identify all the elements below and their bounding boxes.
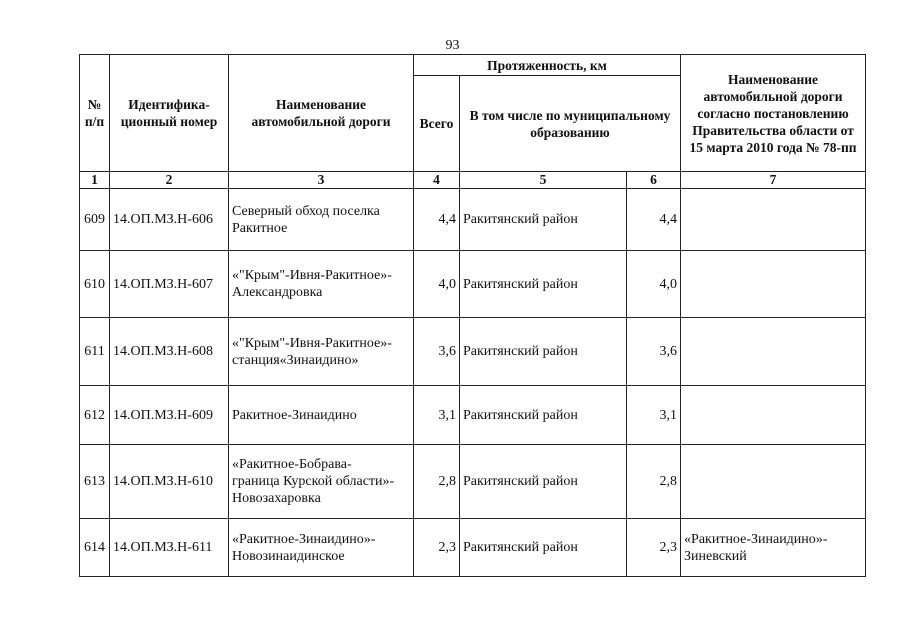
road-name: Ракитное-Зинаидино (229, 386, 414, 445)
roads-table (79, 54, 866, 577)
district-km: 3,6 (627, 318, 681, 386)
total-km: 3,6 (414, 318, 460, 386)
road-name: «Ракитное-Зинаидино»- Новозинаидинское (229, 519, 414, 577)
road-name: Северный обход поселка Ракитное (229, 189, 414, 251)
road-id: 14.ОП.МЗ.Н-611 (110, 519, 229, 577)
column-number: 5 (460, 172, 627, 189)
road-name: «"Крым"-Ивня-Ракитное»- Александровка (229, 251, 414, 318)
resolution-road-name (681, 251, 866, 318)
total-km: 4,0 (414, 251, 460, 318)
resolution-road-name (681, 386, 866, 445)
district-km: 4,4 (627, 189, 681, 251)
header-ident: Идентифика-ционный номер (110, 55, 229, 172)
district-km: 2,3 (627, 519, 681, 577)
road-id: 14.ОП.МЗ.Н-606 (110, 189, 229, 251)
row-number: 614 (80, 519, 110, 577)
row-number: 609 (80, 189, 110, 251)
header-municipal: В том числе по муниципальному образованию (460, 76, 681, 172)
header-total: Всего (414, 76, 460, 172)
road-name: «Ракитное-Бобрава- граница Курской области»- Новозахаровка (229, 445, 414, 519)
column-number: 3 (229, 172, 414, 189)
column-number: 4 (414, 172, 460, 189)
column-numbers-row (80, 172, 866, 189)
resolution-road-name (681, 318, 866, 386)
total-km: 2,3 (414, 519, 460, 577)
row-number: 612 (80, 386, 110, 445)
district-name: Ракитянский район (460, 189, 627, 251)
district-km: 3,1 (627, 386, 681, 445)
district-name: Ракитянский район (460, 251, 627, 318)
district-km: 4,0 (627, 251, 681, 318)
table-row (80, 445, 866, 519)
resolution-road-name (681, 189, 866, 251)
header-no: № п/п (80, 55, 110, 172)
table-row (80, 251, 866, 318)
district-km: 2,8 (627, 445, 681, 519)
page-number: 93 (445, 38, 460, 53)
total-km: 2,8 (414, 445, 460, 519)
table-row (80, 519, 866, 577)
row-number: 611 (80, 318, 110, 386)
table-row (80, 386, 866, 445)
district-name: Ракитянский район (460, 519, 627, 577)
total-km: 3,1 (414, 386, 460, 445)
resolution-road-name: «Ракитное-Зинаидино»- Зиневский (681, 519, 866, 577)
road-id: 14.ОП.МЗ.Н-608 (110, 318, 229, 386)
column-number: 7 (681, 172, 866, 189)
header-resolution-name: Наименование автомобильной дороги согласно постановлению Правительства области от 15 марта 2010 года № 78-пп (681, 55, 866, 172)
column-number: 1 (80, 172, 110, 189)
road-name: «"Крым"-Ивня-Ракитное»- станция«Зинаидино» (229, 318, 414, 386)
header-name: Наименование автомобильной дороги (229, 55, 414, 172)
road-id: 14.ОП.МЗ.Н-607 (110, 251, 229, 318)
district-name: Ракитянский район (460, 386, 627, 445)
resolution-road-name (681, 445, 866, 519)
total-km: 4,4 (414, 189, 460, 251)
row-number: 613 (80, 445, 110, 519)
row-number: 610 (80, 251, 110, 318)
column-number: 6 (627, 172, 681, 189)
column-number: 2 (110, 172, 229, 189)
road-id: 14.ОП.МЗ.Н-610 (110, 445, 229, 519)
table-row (80, 189, 866, 251)
district-name: Ракитянский район (460, 318, 627, 386)
header-row-top (80, 55, 866, 76)
road-id: 14.ОП.МЗ.Н-609 (110, 386, 229, 445)
table-row (80, 318, 866, 386)
header-length: Протяженность, км (414, 55, 681, 76)
district-name: Ракитянский район (460, 445, 627, 519)
